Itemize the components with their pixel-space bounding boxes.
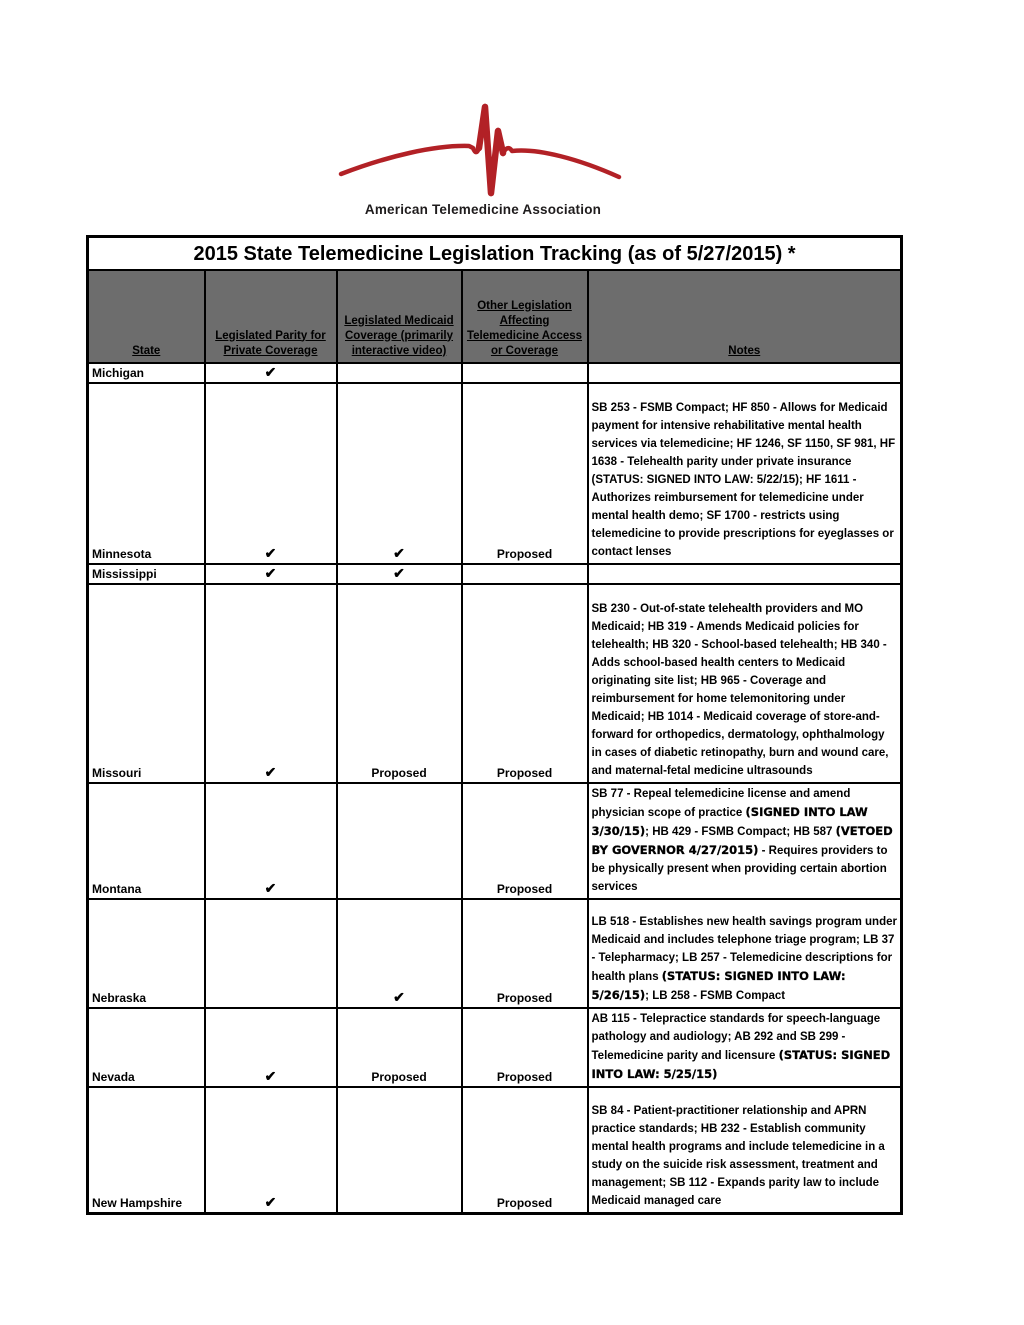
table-row — [88, 899, 902, 1008]
medicaid-cell: Proposed — [337, 1008, 462, 1087]
parity-cell: ✔ — [205, 783, 337, 899]
table-row — [88, 564, 902, 584]
state-cell: Michigan — [88, 363, 205, 383]
notes-cell — [588, 363, 902, 383]
notes-cell — [588, 584, 902, 783]
state-cell: Montana — [88, 783, 205, 899]
legislation-table — [86, 235, 903, 1215]
state-cell: Mississippi — [88, 564, 205, 584]
notes-cell — [588, 783, 902, 899]
state-cell: Nevada — [88, 1008, 205, 1087]
state-cell: Minnesota — [88, 383, 205, 564]
column-header-parity-private: Legislated Parity for Private Coverage — [205, 270, 337, 363]
parity-cell: ✔ — [205, 383, 337, 564]
other-cell: Proposed — [462, 383, 588, 564]
column-header-state: State — [88, 270, 205, 363]
notes-segment: ; HB 429 - FSMB Compact; HB 587 — [645, 825, 836, 838]
notes-cell — [588, 383, 902, 564]
parity-cell — [205, 899, 337, 1008]
table-row — [88, 584, 902, 783]
parity-cell: ✔ — [205, 564, 337, 584]
medicaid-cell: ✔ — [337, 383, 462, 564]
notes-cell — [588, 899, 902, 1008]
table-row — [88, 383, 902, 564]
ata-logo — [333, 98, 633, 217]
other-cell: Proposed — [462, 1008, 588, 1087]
medicaid-cell: ✔ — [337, 564, 462, 584]
parity-cell: ✔ — [205, 363, 337, 383]
notes-cell — [588, 1087, 902, 1214]
heartbeat-pulse-icon — [333, 98, 633, 200]
other-cell: Proposed — [462, 899, 588, 1008]
notes-segment: AB 115 - Telepractice standards for speech-language pathology and audiology; AB 292 and SB 299 - Telemedicine parity and licensure — [591, 1012, 881, 1062]
notes-cell — [588, 1008, 902, 1087]
table-title: 2015 State Telemedicine Legislation Tracking (as of 5/27/2015) * — [88, 237, 902, 270]
medicaid-cell: ✔ — [337, 899, 462, 1008]
state-cell: New Hampshire — [88, 1087, 205, 1214]
medicaid-cell: Proposed — [337, 584, 462, 783]
state-cell: Missouri — [88, 584, 205, 783]
column-header-medicaid-coverage: Legislated Medicaid Coverage (primarily interactive video) — [337, 270, 462, 363]
other-cell: Proposed — [462, 584, 588, 783]
table-row — [88, 363, 902, 383]
notes-segment: ; LB 258 - FSMB Compact — [645, 989, 786, 1002]
notes-emphasis-segment: (STATUS: SIGNED INTO LAW: 5/25/15) — [591, 1047, 891, 1081]
parity-cell: ✔ — [205, 584, 337, 783]
other-cell: Proposed — [462, 783, 588, 899]
table-row — [88, 1008, 902, 1087]
notes-segment: SB 253 - FSMB Compact; HF 850 - Allows for Medicaid payment for intensive rehabilitative mental health services via telemedicine; HF 1246, SF 1150, SF 981, HF 1638 - Telehealth parity under private insurance (STATUS: SIGNED INTO LAW: 5/22/15); HF 1611 - Authorizes reimbursement for telemedicine under mental health demo; SF 1700 - restricts using telemedicine to provide prescriptions for eyeglasses or contact lenses — [591, 401, 896, 558]
notes-cell — [588, 564, 902, 584]
other-cell — [462, 363, 588, 383]
medicaid-cell — [337, 783, 462, 899]
notes-segment: SB 230 - Out-of-state telehealth providers and MO Medicaid; HB 319 - Amends Medicaid policies for telehealth; HB 320 - School-based telehealth; HB 340 - Adds school-based health centers to Medicaid originating site list; HB 965 - Coverage and reimbursement for home telemonitoring under Medicaid; HB 1014 - Medicaid coverage of store-and-forward for orthopedics, dermatology, ophthalmology in cases of diabetic retinopathy, burn and wound care, and maternal-fetal medicine ultrasounds — [591, 602, 889, 777]
medicaid-cell — [337, 1087, 462, 1214]
notes-emphasis-segment: (STATUS: SIGNED INTO LAW: 5/26/15) — [591, 968, 846, 1002]
notes-segment: SB 84 - Patient-practitioner relationship and APRN practice standards; HB 232 - Establish community mental health programs and include telemedicine in a study on the suicide risk assessment, treatment and management; SB 112 - Expands parity law to include Medicaid managed care — [591, 1105, 885, 1207]
column-header-notes: Notes — [588, 270, 902, 363]
parity-cell: ✔ — [205, 1008, 337, 1087]
parity-cell: ✔ — [205, 1087, 337, 1214]
notes-segment: - Requires providers to be physically present when providing certain abortion services — [591, 844, 888, 893]
table-row — [88, 1087, 902, 1214]
notes-emphasis-segment: (VETOED BY GOVERNOR 4/27/2015) — [591, 823, 893, 857]
state-cell: Nebraska — [88, 899, 205, 1008]
logo-text: American Telemedicine Association — [364, 202, 602, 217]
column-header-other-legislation: Other Legislation Affecting Telemedicine Access or Coverage — [462, 270, 588, 363]
other-cell — [462, 564, 588, 584]
other-cell: Proposed — [462, 1087, 588, 1214]
table-row — [88, 783, 902, 899]
notes-emphasis-segment: (SIGNED INTO LAW 3/30/15) — [591, 804, 868, 838]
medicaid-cell — [337, 363, 462, 383]
notes-segment: LB 518 - Establishes new health savings program under Medicaid and includes telephone triage program; LB 37 - Telepharmacy; LB 257 - Telemedicine descriptions for health plans — [591, 915, 897, 983]
notes-segment: SB 77 - Repeal telemedicine license and amend physician scope of practice — [591, 787, 851, 819]
